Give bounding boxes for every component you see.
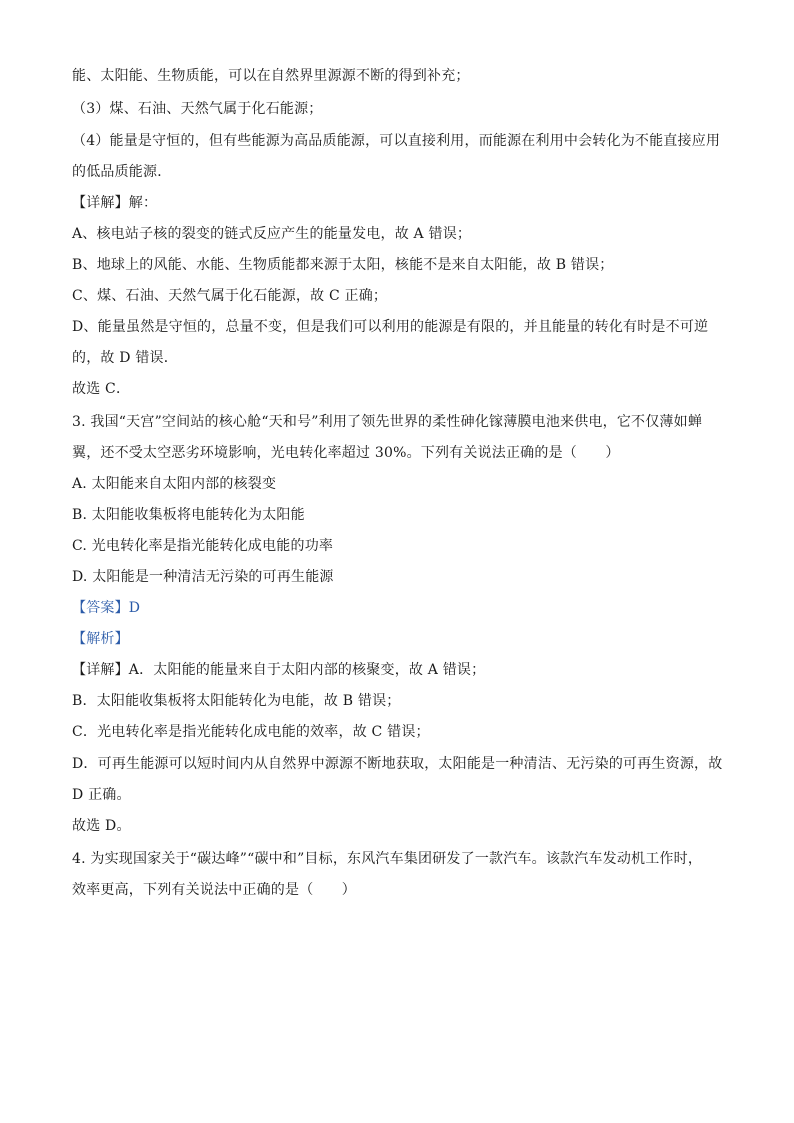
text-line: 【详解】A．太阳能的能量来自于太阳内部的核聚变，故 A 错误； <box>72 662 486 678</box>
text-line: 的低品质能源． <box>72 164 172 180</box>
option-d: D. 太阳能是一种清洁无污染的可再生能源 <box>72 569 334 585</box>
section-heading: 【详解】解： <box>72 195 158 211</box>
answer-choice: 故选 C． <box>72 381 131 397</box>
text-line: 的，故 D 错误． <box>72 350 178 366</box>
text-line: （4）能量是守恒的，但有些能源为高品质能源，可以直接利用，而能源在利用中会转化为不能直接应用 <box>72 133 721 149</box>
answer-choice: 故选 D。 <box>72 818 131 834</box>
option-a: A. 太阳能来自太阳内部的核裂变 <box>72 476 277 492</box>
option-b: B. 太阳能收集板将电能转化为太阳能 <box>72 507 305 523</box>
question-4-cont: 效率更高，下列有关说法中正确的是（ ） <box>72 882 356 898</box>
question-3-cont: 翼，还不受太空恶劣环境影响，光电转化率超过 30%。下列有关说法正确的是（ ） <box>72 445 620 461</box>
text-line: D 正确。 <box>72 787 131 803</box>
option-c: C. 光电转化率是指光能转化成电能的功率 <box>72 538 334 554</box>
analysis-label: 【解析】 <box>72 631 129 647</box>
text-line: D、能量虽然是守恒的，总量不变，但是我们可以利用的能源是有限的，并且能量的转化有时是不可逆 <box>72 319 709 335</box>
text-line: B．太阳能收集板将太阳能转化为电能，故 B 错误； <box>72 693 401 709</box>
text-line: 能、太阳能、生物质能，可以在自然界里源源不断的得到补充； <box>72 68 470 84</box>
text-line: B、地球上的风能、水能、生物质能都来源于太阳，核能不是来自太阳能，故 B 错误； <box>72 257 614 273</box>
question-3: 3. 我国“天宫”空间站的核心舱“天和号”利用了领先世界的柔性砷化镓薄膜电池来供电，它不仅薄如蝉 <box>72 414 703 430</box>
text-line: C．光电转化率是指光能转化成电能的效率，故 C 错误； <box>72 724 430 740</box>
text-line: A、核电站子核的裂变的链式反应产生的能量发电，故 A 错误； <box>72 226 472 242</box>
question-4: 4. 为实现国家关于“碳达峰”“碳中和”目标，东风汽车集团研发了一款汽车。该款汽车发动机工作时， <box>72 851 703 867</box>
text-line: C、煤、石油、天然气属于化石能源，故 C 正确； <box>72 288 388 304</box>
text-line: D．可再生能源可以短时间内从自然界中源源不断地获取，太阳能是一种清洁、无污染的可再生资源，故 <box>72 756 723 772</box>
answer-label: 【答案】D <box>72 600 141 616</box>
text-line: （3）煤、石油、天然气属于化石能源； <box>72 101 323 117</box>
